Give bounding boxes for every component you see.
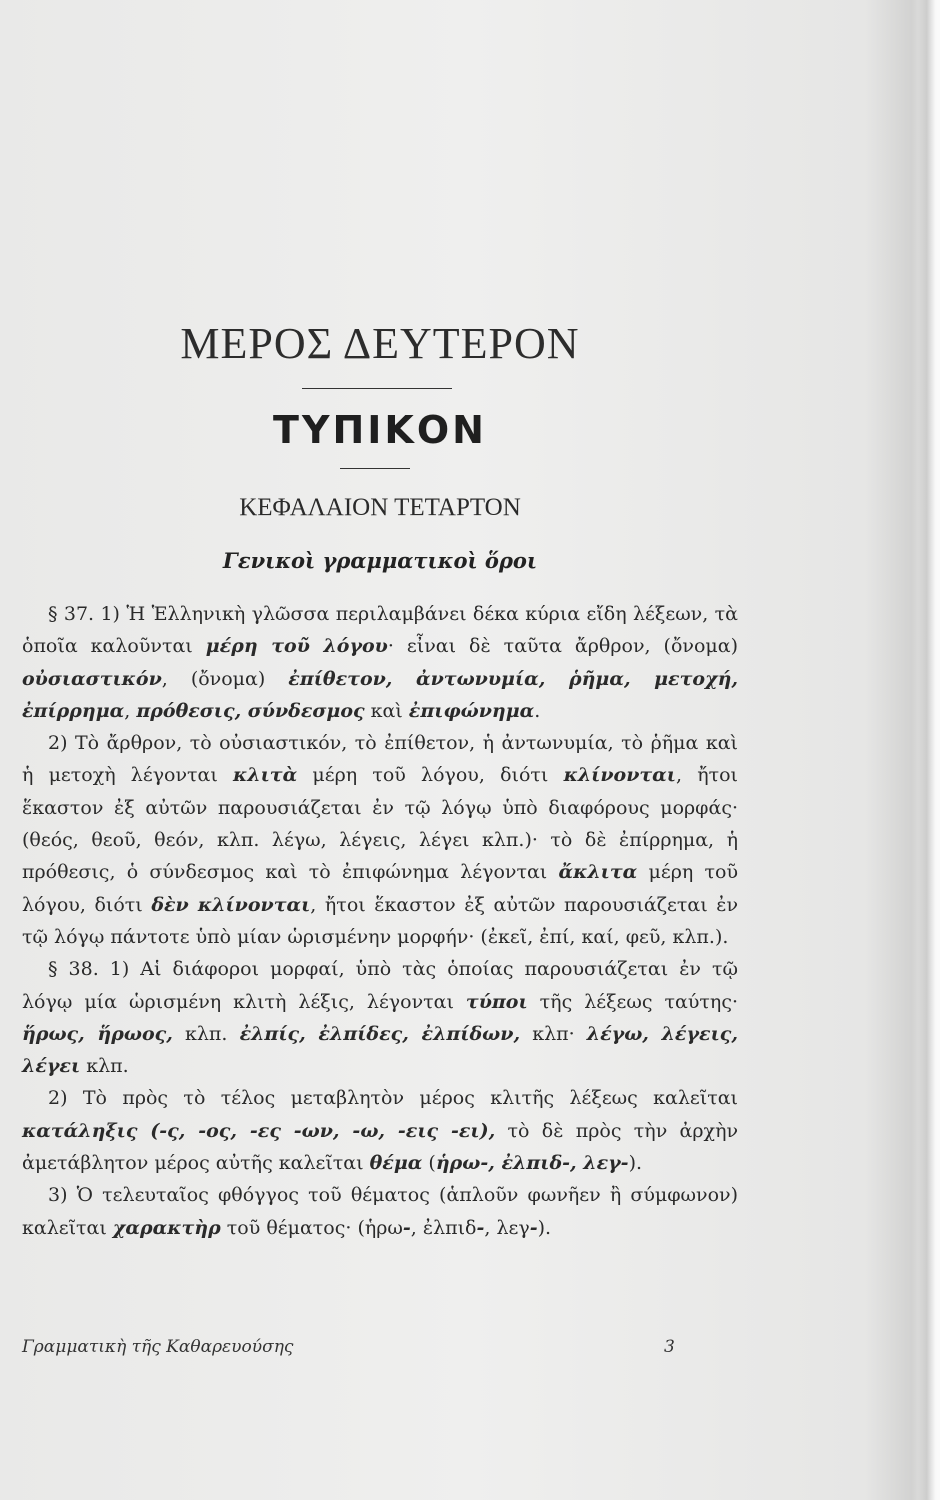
- subheading: Γενικοὶ γραμματικοὶ ὅροι: [222, 548, 538, 573]
- text-run: 3) Ὁ τελευταῖος φθόγγος τοῦ θέματος (ἁπλοῦν φωνῆεν ἢ σύμφωνον) καλεῖται: [22, 1184, 738, 1239]
- text-run: τῆς λέξεως ταύτης·: [527, 990, 738, 1013]
- text-run: κλπ·: [520, 1022, 587, 1045]
- emphasis-term: κλίνονται: [563, 764, 676, 787]
- text-run: καὶ: [364, 699, 409, 722]
- emphasis-term: -: [529, 1216, 538, 1239]
- emphasis-term: ἡρω-, ἐλπιδ-, λεγ-: [435, 1152, 629, 1175]
- emphasis-term: ἐλπίς, ἐλπίδες, ἐλπίδων,: [239, 1022, 521, 1045]
- text-run: ,: [124, 699, 137, 722]
- section-divider: [340, 468, 410, 469]
- emphasis-term: πρόθεσις, σύνδεσμος: [136, 699, 365, 722]
- emphasis-term: λέγω, λέγεις, λέγει: [22, 1022, 738, 1078]
- text-run: .: [534, 699, 541, 722]
- text-run: 2) Τὸ ἄρθρον, τὸ οὐσιαστικόν, τὸ ἐπίθετον, ἡ ἀντωνυμία, τὸ ῥῆμα καὶ ἡ μετοχὴ λέγονται: [22, 732, 738, 787]
- emphasis-term: ἥρως, ἥρωος,: [22, 1022, 173, 1045]
- text-run: 2) Τὸ πρὸς τὸ τέλος μεταβλητὸν μέρος κλιτῆς λέξεως καλεῖται: [48, 1087, 738, 1110]
- text-run: (: [422, 1152, 436, 1175]
- emphasis-term: οὐσιαστικόν: [22, 667, 162, 690]
- emphasis-term: τύποι: [465, 990, 528, 1013]
- chapter-title: ΚΕΦΑΛΑΙΟΝ ΤΕΤΑΡΤΟΝ: [239, 494, 521, 521]
- emphasis-term: κλιτὰ: [233, 764, 298, 787]
- footer-book-title: Γραμματικὴ τῆς Καθαρευούσης: [22, 1337, 294, 1357]
- text-run: ).: [537, 1216, 552, 1239]
- body-text: [22, 598, 738, 1244]
- text-run: μέρη τοῦ λόγου, διότι: [22, 861, 738, 916]
- section-title: ΤΥΠΙΚΟΝ: [273, 408, 487, 452]
- text-run: μέρη τοῦ λόγου, διότι: [297, 764, 564, 787]
- text-run: τοῦ θέματος· (ἡρω: [220, 1216, 403, 1239]
- emphasis-term: δὲν κλίνονται: [151, 893, 311, 916]
- emphasis-term: θέμα: [369, 1152, 423, 1175]
- emphasis-term: -: [402, 1216, 411, 1239]
- emphasis-term: ἄκλιτα: [558, 861, 638, 884]
- paragraph-38-3: [22, 1179, 738, 1244]
- text-run: τὸ δὲ πρὸς τὴν ἀρχὴν ἀμετάβλητον μέρος αὐτῆς καλεῖται: [22, 1119, 739, 1175]
- emphasis-term: -: [476, 1216, 485, 1239]
- emphasis-term: ἐπιφώνημα: [408, 699, 535, 722]
- title-divider: [302, 388, 452, 389]
- footer-signature: 3: [664, 1337, 675, 1357]
- emphasis-term: ἐπίθετον, ἀντωνυμία, ῥῆμα, μετοχή, ἐπίρρημα: [22, 667, 738, 722]
- text-run: κλπ.: [80, 1055, 129, 1078]
- page-edge: [918, 0, 940, 1500]
- emphasis-term: κατάληξις (-ς, -ος, -ες -ων, -ω, -εις -ει),: [22, 1119, 496, 1142]
- text-run: , (ὄνομα): [161, 667, 289, 690]
- text-run: ).: [628, 1152, 643, 1175]
- emphasis-term: μέρη τοῦ λόγου: [205, 635, 388, 658]
- text-run: , ἤτοι ἕκαστον ἐξ αὐτῶν παρουσιάζεται ἐν τῷ λόγῳ πάντοτε ὑπὸ μίαν ὡρισμένην μορφήν· (ἐκεῖ, ἐπί, καί, φεῦ, κλπ.).: [22, 893, 739, 948]
- text-run: , ἐλπιδ: [410, 1216, 477, 1239]
- paragraph-38-2: [22, 1082, 738, 1179]
- paragraph-37-1: [22, 598, 738, 727]
- text-run: κλπ.: [172, 1022, 240, 1045]
- text-run: · εἶναι δὲ ταῦτα ἄρθρον, (ὄνομα): [387, 635, 738, 658]
- part-title: ΜΕΡΟΣ ΔΕΥΤΕΡΟΝ: [180, 319, 580, 368]
- text-run: , ἤτοι ἕκαστον ἐξ αὐτῶν παρουσιάζεται ἐν τῷ λόγῳ ὑπὸ διαφόρους μορφάς· (θεός, θεοῦ, θεόν, κλπ. λέγω, λέγεις, λέγει κλπ.)· τὸ δὲ ἐπίρρημα, ἡ πρόθεσις, ὁ σύνδεσμος καὶ τὸ ἐπιφώνημα λέγονται: [22, 764, 738, 884]
- emphasis-term: χαρακτὴρ: [112, 1216, 221, 1239]
- text-run: § 38. 1) Αἱ διάφοροι μορφαί, ὑπὸ τὰς ὁποίας παρουσιάζεται ἐν τῷ λόγῳ μία ὡρισμένη κλιτὴ λέξις, λέγονται: [22, 958, 738, 1013]
- page-footer: [22, 1337, 738, 1367]
- paragraph-38-1: [22, 953, 738, 1082]
- paragraph-37-2: [22, 727, 738, 953]
- text-run: , λεγ: [484, 1216, 530, 1239]
- text-run: § 37. 1) Ἡ Ἑλληνικὴ γλῶσσα περιλαμβάνει δέκα κύρια εἴδη λέξεων, τὰ ὁποῖα καλοῦνται: [22, 603, 738, 658]
